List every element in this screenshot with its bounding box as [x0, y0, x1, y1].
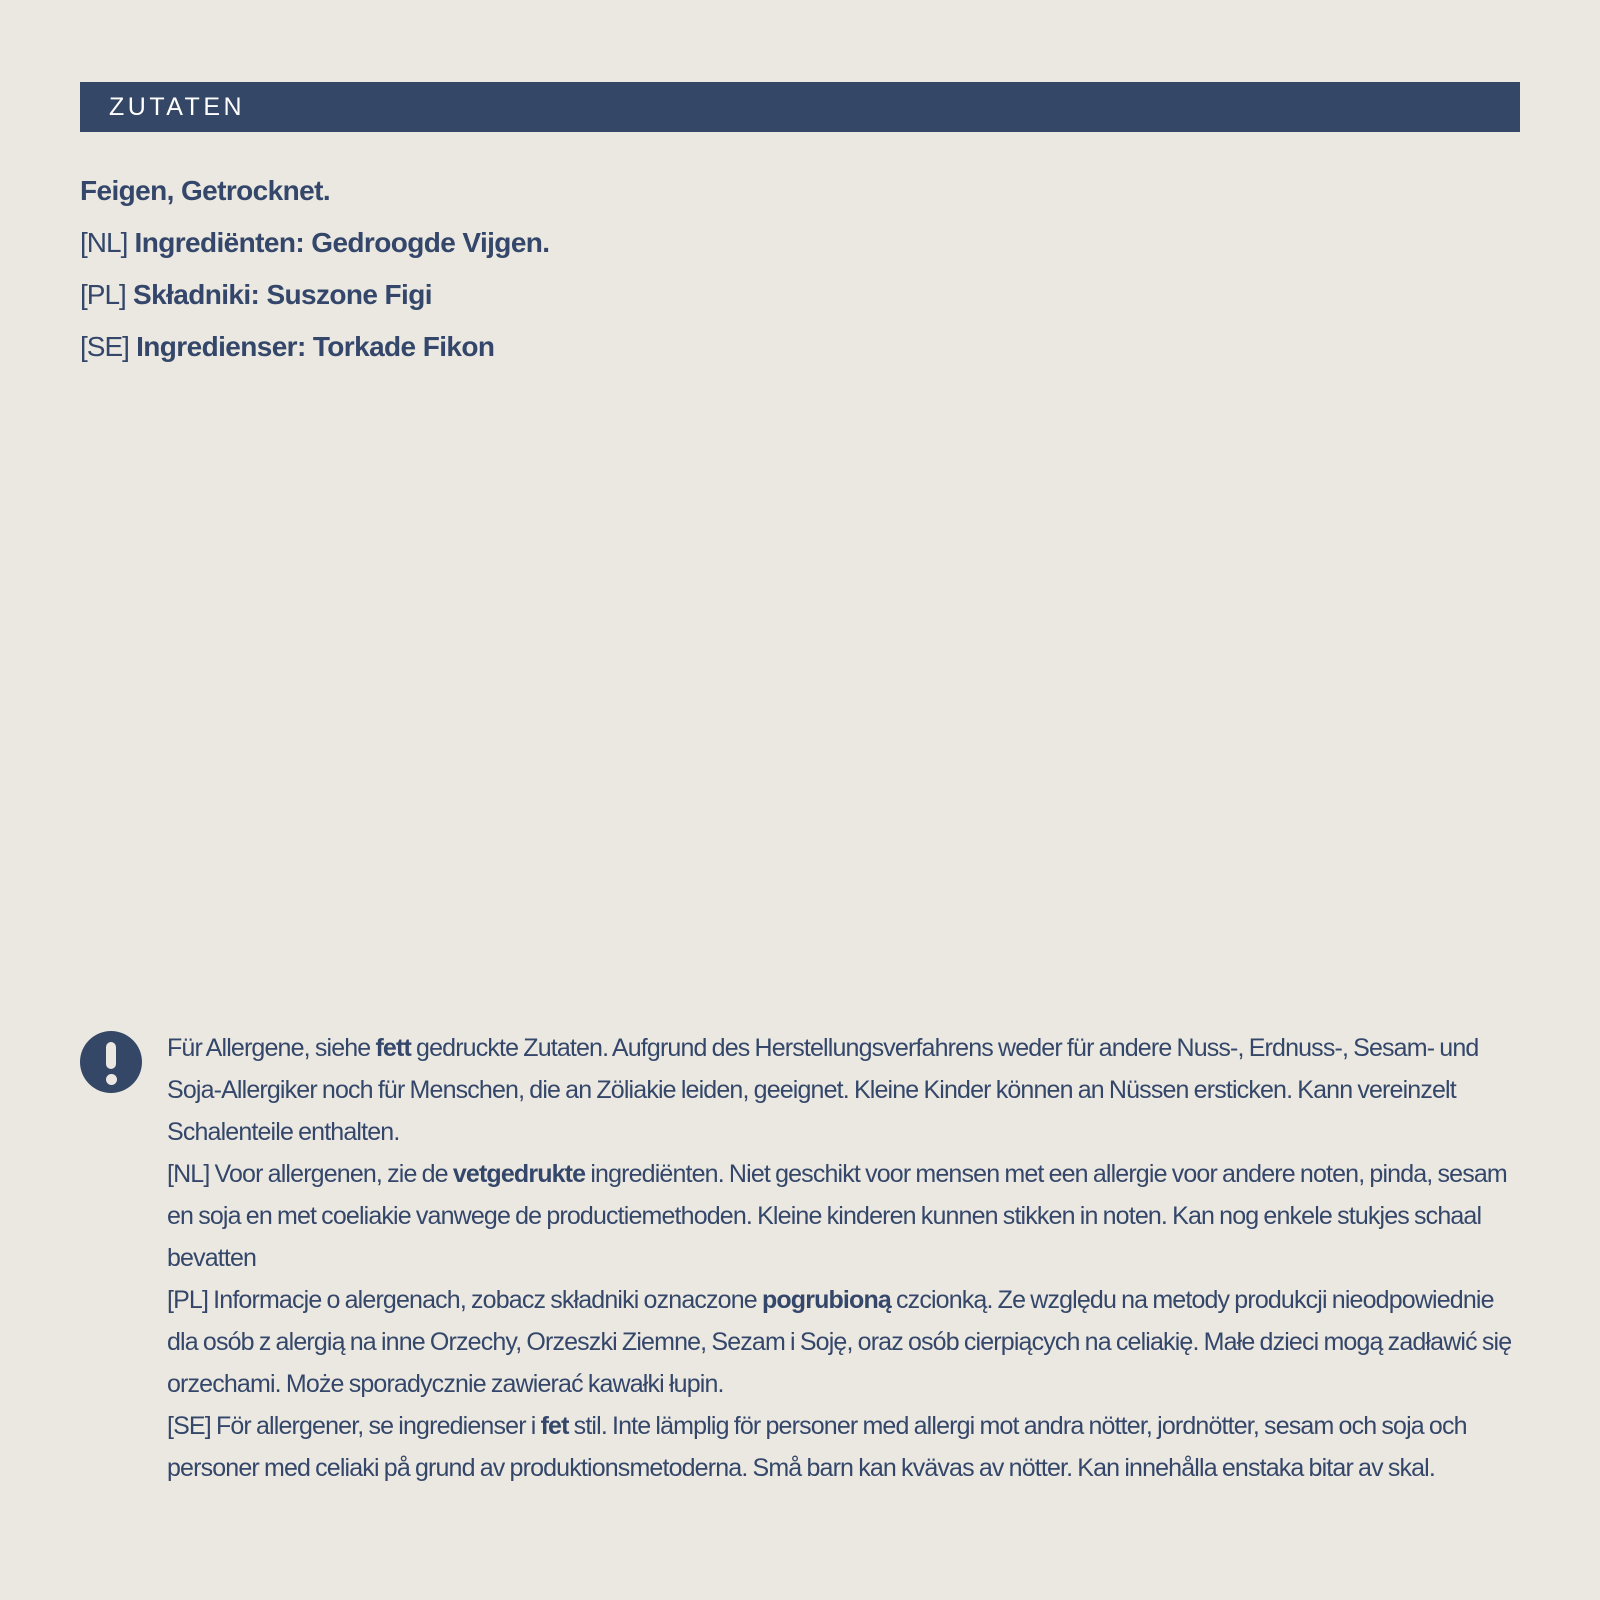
language-tag: [SE]	[80, 331, 129, 362]
allergen-paragraph-de	[167, 1027, 1512, 1153]
ingredient-text: Ingrediënten: Gedroogde Vijgen.	[134, 227, 550, 258]
allergen-text-post: ingrediënten. Niet geschikt voor mensen met een allergie voor andere noten, pinda, sesam en soja en met coeliakie vanwege de productiemethoden. Kleine kinderen kunnen stikken in noten. Kan nog enkele stukjes schaal bevatten	[167, 1160, 1507, 1272]
ingredient-line-nl	[80, 217, 1520, 269]
exclamation-circle-icon	[80, 1031, 142, 1093]
section-title: ZUTATEN	[109, 92, 246, 121]
ingredient-text: Feigen, Getrocknet.	[80, 175, 330, 206]
allergen-text-post: stil. Inte lämplig för personer med allergi mot andra nötter, jordnötter, sesam och soja och personer med celiaki på grund av produktionsmetoderna. Små barn kan kvävas av nötter. Kan innehålla enstaka bitar av skal.	[167, 1412, 1467, 1482]
ingredient-line-pl	[80, 269, 1520, 321]
language-tag: [NL]	[80, 227, 128, 258]
language-tag: [PL]	[167, 1286, 209, 1314]
allergen-text-post: czcionką. Ze względu na metody produkcji nieodpowiednie dla osób z alergią na inne Orzechy, Orzeszki Ziemne, Sezam i Soję, oraz osób cierpiących na celiakię. Małe dzieci mogą zadławić się orzechami. Może sporadycznie zawierać kawałki łupin.	[167, 1286, 1512, 1398]
allergen-text-bold: vetgedrukte	[452, 1160, 586, 1188]
ingredient-text: Składniki: Suszone Figi	[133, 279, 432, 310]
allergen-text-pre: Informacje o alergenach, zobacz składniki oznaczone	[208, 1286, 762, 1314]
language-tag: [NL]	[167, 1160, 210, 1188]
language-tag: [PL]	[80, 279, 126, 310]
allergen-warning	[167, 1027, 1512, 1489]
allergen-text-bold: fett	[375, 1034, 411, 1062]
ingredient-line-se	[80, 321, 1520, 373]
section-header	[80, 82, 1520, 132]
ingredients-list	[80, 165, 1520, 373]
allergen-text-pre: Voor allergenen, zie de	[209, 1160, 453, 1188]
allergen-text-bold: fet	[540, 1412, 569, 1440]
allergen-paragraph-pl	[167, 1279, 1512, 1405]
ingredient-line-de	[80, 165, 1520, 217]
allergen-text-pre: För allergener, se ingredienser i	[210, 1412, 541, 1440]
allergen-paragraph-se	[167, 1405, 1512, 1489]
allergen-text-bold: pogrubioną	[761, 1286, 891, 1314]
ingredient-text: Ingredienser: Torkade Fikon	[136, 331, 495, 362]
allergen-text-post: gedruckte Zutaten. Aufgrund des Herstellungsverfahrens weder für andere Nuss-, Erdnuss-, Sesam- und Soja-Allergiker noch für Menschen, die an Zöliakie leiden, geeignet. Kleine Kinder können an Nüssen ersticken. Kann vereinzelt Schalenteile enthalten.	[167, 1034, 1479, 1146]
allergen-text-pre: Für Allergene, siehe	[167, 1034, 376, 1062]
allergen-paragraph-nl	[167, 1153, 1512, 1279]
language-tag: [SE]	[167, 1412, 211, 1440]
